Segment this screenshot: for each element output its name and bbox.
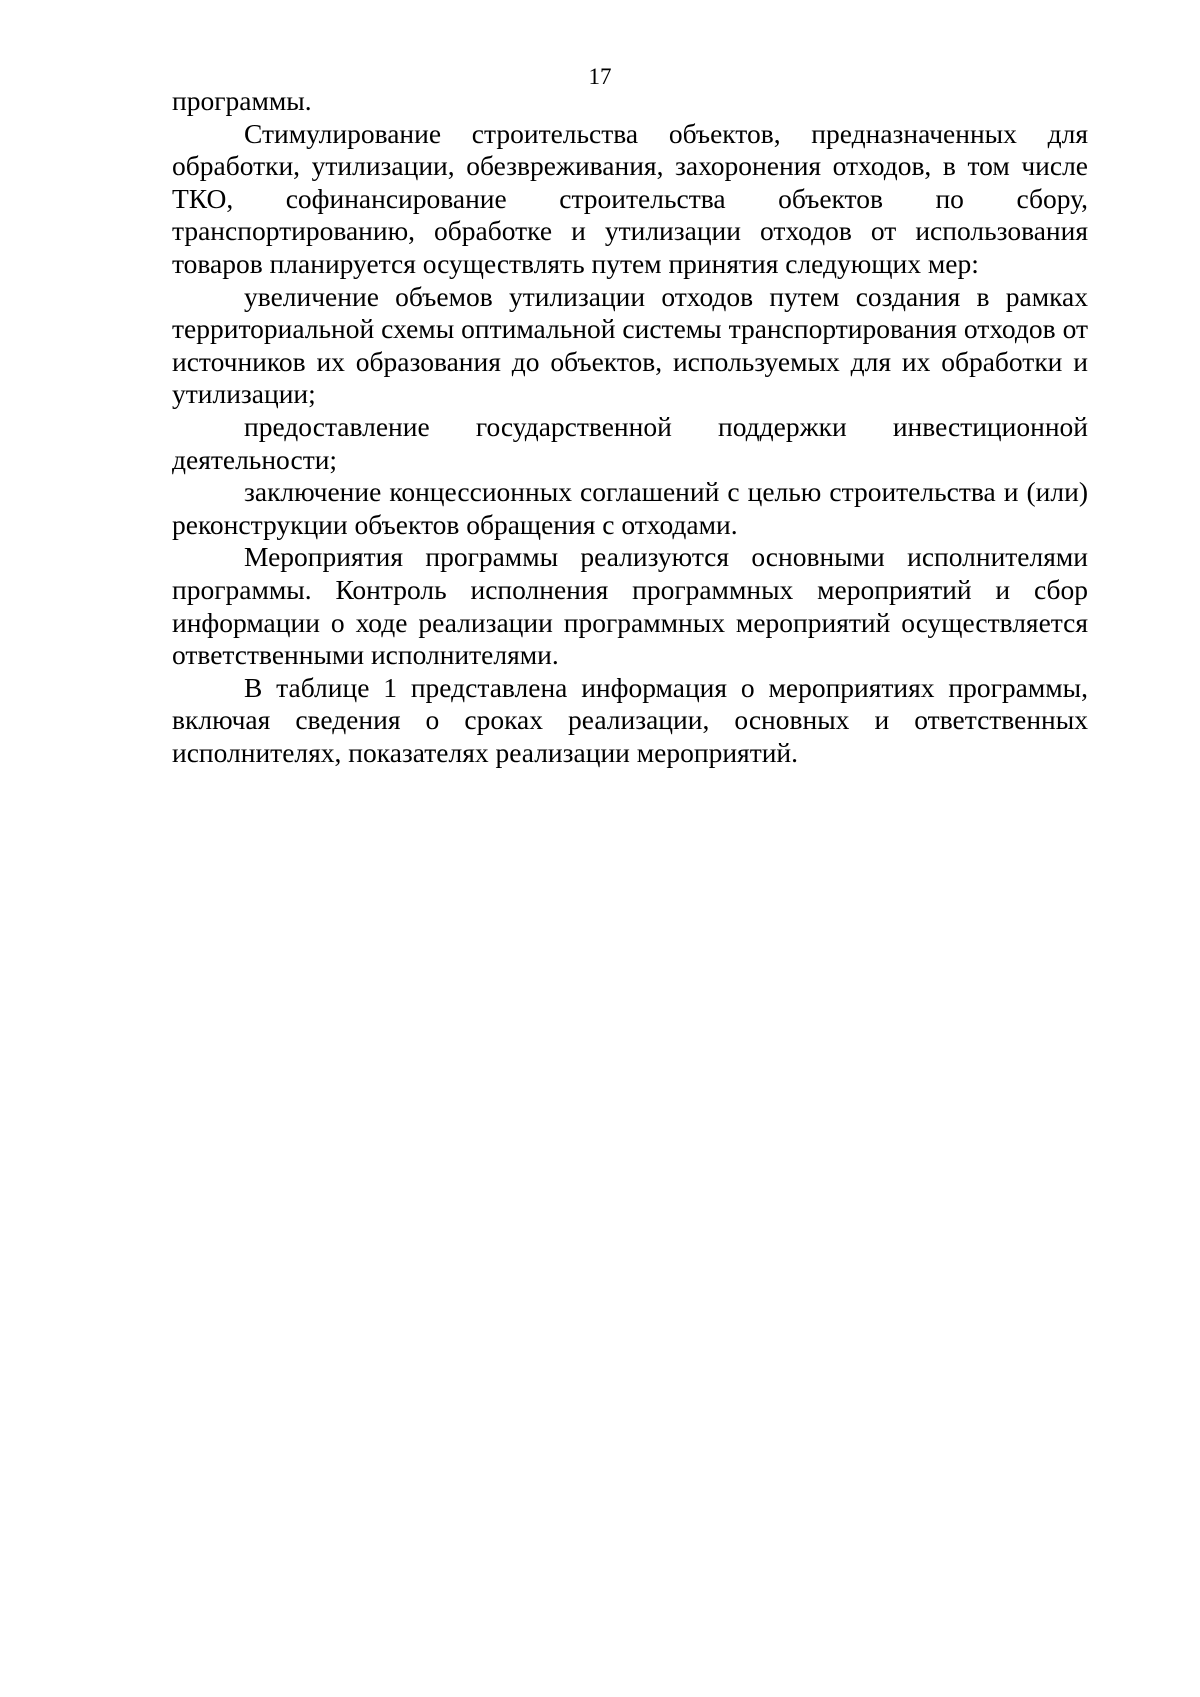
paragraph-measure-state-support: предоставление государственной поддержки инвестиционной деятельности;	[172, 410, 1088, 475]
paragraph-table-reference: В таблице 1 представлена информация о мероприятиях программы, включая сведения о сроках реализации, основных и ответственных исполнителях, показателях реализации мероприятий.	[172, 671, 1088, 768]
document-body	[172, 85, 1088, 769]
paragraph-measure-concessions: заключение концессионных соглашений с целью строительства и (или) реконструкции объектов обращения с отходами.	[172, 476, 1088, 540]
paragraph-measure-recycling: увеличение объемов утилизации отходов путем создания в рамках территориальной схемы оптимальной системы транспортирования отходов от источников их образования до объектов, используемых для их обработки и утилизации;	[172, 280, 1088, 410]
page-number: 17	[588, 64, 612, 89]
paragraph-stimulation: Стимулирование строительства объектов, предназначенных для обработки, утилизации, обезвреживания, захоронения отходов, в том числе ТКО, софинансирование строительства объектов по сбору, транспортированию, обработке и утилизации отходов от использования товаров планируется осуществлять путем принятия следующих мер:	[172, 117, 1088, 279]
paragraph-continuation: программы.	[172, 85, 312, 116]
paragraph-executors: Мероприятия программы реализуются основными исполнителями программы. Контроль исполнения программных мероприятий и сбор информации о ходе реализации программных мероприятий осуществляется ответственными исполнителями.	[172, 541, 1088, 671]
